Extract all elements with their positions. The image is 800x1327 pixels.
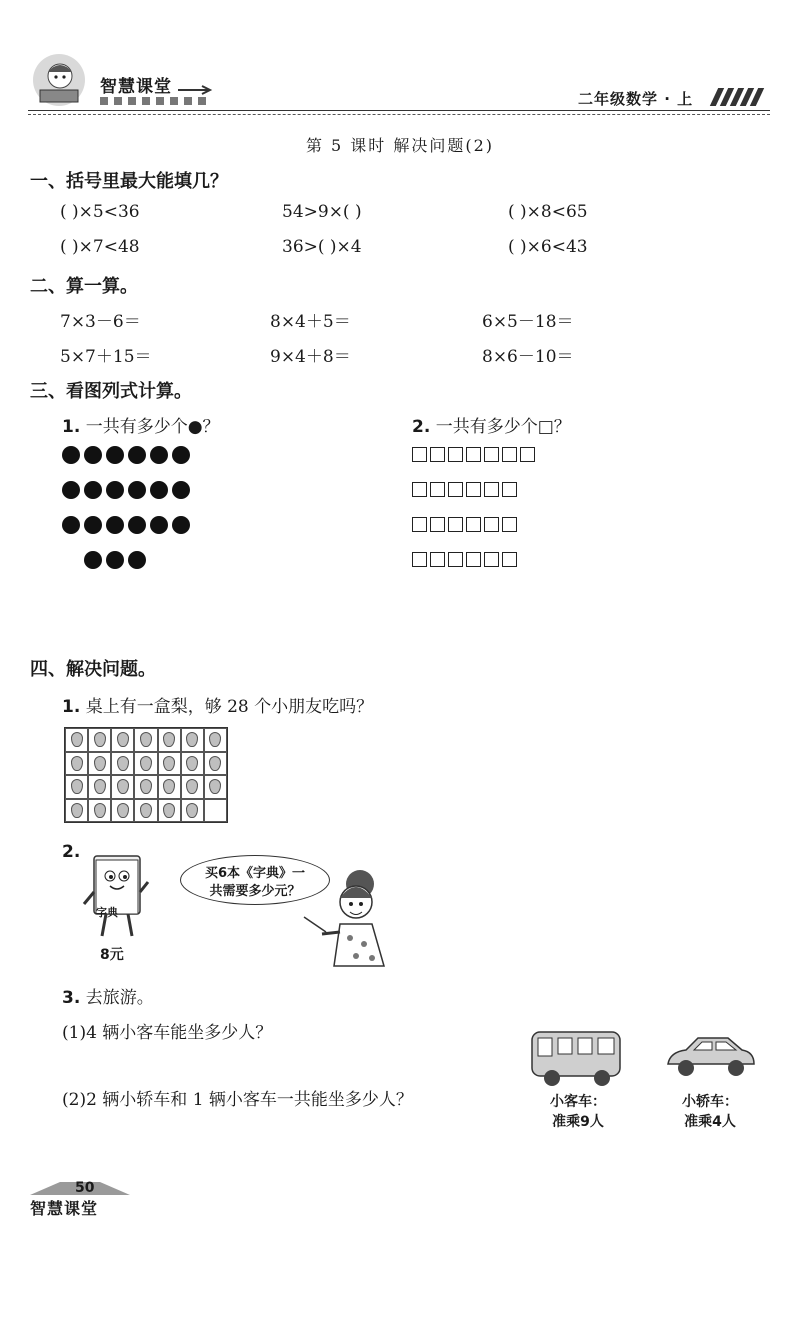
- square-row: [412, 447, 538, 482]
- pear-cell: [111, 799, 134, 823]
- lesson-title: 第 5 课时 解决问题(2): [305, 136, 495, 155]
- pear-icon: [163, 779, 175, 794]
- pear-icon: [140, 803, 152, 818]
- pear-cell: [181, 752, 204, 776]
- header-brand: 智慧课堂: [100, 77, 172, 97]
- pear-box: [64, 727, 228, 823]
- pear-icon: [71, 756, 83, 771]
- pear-icon: [209, 756, 221, 771]
- s3-q2-prompt: 2. 一共有多少个□？: [412, 417, 571, 437]
- dot: [172, 516, 190, 534]
- square: [430, 552, 445, 567]
- pear-cell: [134, 728, 157, 752]
- section3-heading: 三、看图列式计算。: [30, 381, 192, 402]
- pear-cell: [181, 775, 204, 799]
- pear-icon: [71, 779, 83, 794]
- dot-symbol: ●: [187, 417, 203, 437]
- dot: [84, 446, 102, 464]
- pear-cell: [111, 728, 134, 752]
- pear-icon: [186, 779, 198, 794]
- dot-row: [62, 551, 194, 586]
- pear-icon: [163, 756, 175, 771]
- pear-icon: [71, 803, 83, 818]
- pear-cell: [158, 799, 181, 823]
- s2-r1-c1: 7×3－6＝: [60, 312, 141, 332]
- dot: [172, 446, 190, 464]
- section1-heading: 一、括号里最大能填几？: [30, 171, 228, 192]
- dot: [62, 516, 80, 534]
- s1-r1-c3: ( )×8<65: [508, 202, 588, 222]
- pear-cell: [158, 728, 181, 752]
- dot-row: [62, 446, 194, 481]
- pear-icon: [140, 756, 152, 771]
- pear-cell: [65, 728, 88, 752]
- square: [448, 482, 463, 497]
- dot: [172, 481, 190, 499]
- bus-icon: [528, 1028, 624, 1092]
- square: [484, 552, 499, 567]
- pear-cell: [65, 752, 88, 776]
- square: [430, 447, 445, 462]
- header-dash-strip: [100, 97, 210, 105]
- square: [412, 482, 427, 497]
- footer-brand: 智慧课堂: [30, 1199, 99, 1218]
- s3-q1-prompt: 1. 一共有多少个●？: [62, 417, 220, 437]
- square-row: [412, 482, 538, 517]
- pear-icon: [94, 756, 106, 771]
- pear-cell: [158, 752, 181, 776]
- square: [466, 447, 481, 462]
- pear-icon: [117, 779, 129, 794]
- pear-cell: [65, 799, 88, 823]
- s4-q3-part1: (1)4 辆小客车能坐多少人？: [62, 1023, 273, 1043]
- dot: [128, 446, 146, 464]
- pear-cell: [88, 775, 111, 799]
- pear-cell: [181, 728, 204, 752]
- pear-icon: [163, 732, 175, 747]
- car-label: 小轿车： 准乘4人: [682, 1094, 738, 1130]
- pear-cell: [204, 775, 227, 799]
- pear-cell: [111, 775, 134, 799]
- book-label: 字典: [96, 906, 118, 919]
- dot: [106, 516, 124, 534]
- square: [430, 482, 445, 497]
- square: [448, 517, 463, 532]
- girl-illustration: [300, 862, 395, 971]
- square: [448, 552, 463, 567]
- s2-r2-c2: 9×4＋8＝: [270, 347, 351, 367]
- dot: [106, 481, 124, 499]
- s1-r1-c1: ( )×5<36: [60, 202, 140, 222]
- header-mascot: [24, 52, 94, 108]
- square: [502, 482, 517, 497]
- bus-label: 小客车： 准乘9人: [550, 1094, 606, 1130]
- s4-q2-num: 2.: [62, 842, 81, 862]
- s2-r1-c2: 8×4＋5＝: [270, 312, 351, 332]
- dot: [62, 481, 80, 499]
- dot: [150, 481, 168, 499]
- pear-icon: [140, 779, 152, 794]
- pear-cell: [134, 799, 157, 823]
- square: [484, 482, 499, 497]
- square: [448, 447, 463, 462]
- dot: [128, 551, 146, 569]
- girl-reading-illustration: [24, 52, 94, 108]
- square-row: [412, 517, 538, 552]
- pear-icon: [94, 779, 106, 794]
- square: [412, 447, 427, 462]
- header-grade: 二年级数学 · 上: [578, 90, 694, 108]
- pear-cell: [204, 752, 227, 776]
- s1-r2-c3: ( )×6<43: [508, 237, 588, 257]
- pear-icon: [117, 732, 129, 747]
- square: [484, 447, 499, 462]
- square-row: [412, 552, 538, 587]
- square-symbol: □: [537, 417, 554, 437]
- square: [502, 447, 517, 462]
- square: [430, 517, 445, 532]
- s4-q1-prompt: 1. 桌上有一盒梨，够 28 个小朋友吃吗？: [62, 697, 374, 717]
- header-slashes: [710, 88, 760, 110]
- square: [502, 517, 517, 532]
- dot: [128, 516, 146, 534]
- dot: [150, 516, 168, 534]
- pear-icon: [209, 779, 221, 794]
- square: [466, 482, 481, 497]
- pear-icon: [186, 732, 198, 747]
- s2-r2-c1: 5×7＋15＝: [60, 347, 152, 367]
- s2-r1-c3: 6×5－18＝: [482, 312, 574, 332]
- section2-heading: 二、算一算。: [30, 276, 138, 297]
- pear-icon: [117, 756, 129, 771]
- pear-icon: [94, 803, 106, 818]
- pear-cell: [65, 775, 88, 799]
- square: [484, 517, 499, 532]
- pear-cell: [158, 775, 181, 799]
- pear-cell: [111, 752, 134, 776]
- pear-icon: [163, 803, 175, 818]
- pear-icon: [186, 803, 198, 818]
- s4-q3-prompt: 3. 去旅游。: [62, 988, 154, 1008]
- pear-icon: [186, 756, 198, 771]
- pear-cell: [88, 752, 111, 776]
- s1-r2-c2: 36>( )×4: [282, 237, 362, 257]
- dot: [84, 481, 102, 499]
- dictionary-character: [82, 852, 152, 951]
- dot-row: [62, 481, 194, 516]
- square: [412, 552, 427, 567]
- square: [520, 447, 535, 462]
- pear-cell: [134, 752, 157, 776]
- pear-cell: [88, 728, 111, 752]
- dot: [84, 516, 102, 534]
- square: [502, 552, 517, 567]
- speech-bubble: 买6本《字典》一 共需要多少元？: [180, 855, 330, 905]
- pear-icon: [209, 732, 221, 747]
- square: [412, 517, 427, 532]
- header-rule: [28, 110, 770, 111]
- square: [466, 552, 481, 567]
- pear-cell: [181, 799, 204, 823]
- s4-q3-part2: (2)2 辆小轿车和 1 辆小客车一共能坐多少人？: [62, 1090, 413, 1110]
- s1-r1-c2: 54>9×( ): [282, 202, 362, 222]
- pear-icon: [71, 732, 83, 747]
- dot-row: [62, 516, 194, 551]
- dot-rows: [62, 446, 194, 586]
- dot: [128, 481, 146, 499]
- price-label: 8元: [100, 947, 124, 963]
- dot: [106, 446, 124, 464]
- pear-icon: [94, 732, 106, 747]
- pear-icon: [117, 803, 129, 818]
- pear-icon: [140, 732, 152, 747]
- dot: [150, 446, 168, 464]
- dot: [106, 551, 124, 569]
- header-rule-dashed: [28, 114, 770, 115]
- dot: [62, 446, 80, 464]
- pear-cell: [134, 775, 157, 799]
- s1-r2-c1: ( )×7<48: [60, 237, 140, 257]
- pear-cell: [204, 799, 227, 823]
- dot: [84, 551, 102, 569]
- square: [466, 517, 481, 532]
- pear-cell: [204, 728, 227, 752]
- car-icon: [662, 1030, 758, 1086]
- section4-heading: 四、解决问题。: [30, 659, 156, 680]
- s2-r2-c3: 8×6－10＝: [482, 347, 574, 367]
- pear-cell: [88, 799, 111, 823]
- square-rows: [412, 447, 538, 587]
- page-number: 50: [75, 1180, 95, 1196]
